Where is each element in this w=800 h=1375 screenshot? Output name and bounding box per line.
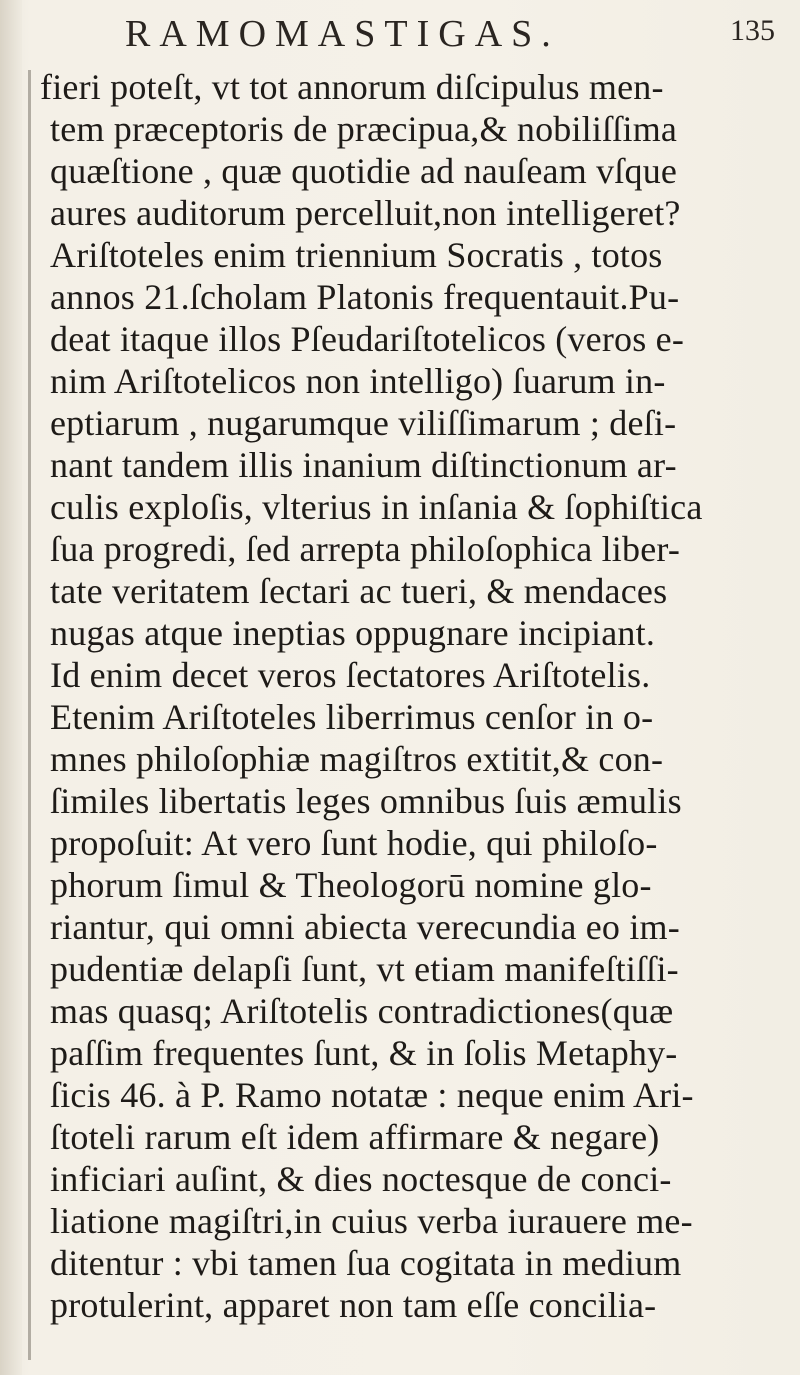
text-line: ditentur : vbi tamen ſua cogitata in medium [50, 1243, 682, 1283]
margin-rule [28, 70, 31, 1360]
text-line: phorum ſimul & Theologorū nomine glo- [50, 865, 652, 905]
text-line: ſicis 46. à P. Ramo notatæ : neque enim Ari- [50, 1075, 694, 1115]
text-line: tem præceptoris de præcipua,& nobiliſſima [50, 109, 678, 149]
text-line: eptiarum , nugarumque viliſſimarum ; deſi- [50, 403, 677, 443]
text-line: Etenim Ariſtoteles liberrimus cenſor in o- [50, 697, 654, 737]
text-line: nant tandem illis inanium diſtinctionum ar- [50, 445, 677, 485]
text-line: culis exploſis, vlterius in inſania & ſophiſtica [50, 487, 703, 527]
text-line: nim Ariſtotelicos non intelligo) ſuarum in- [50, 361, 666, 401]
text-line: fieri poteſt, vt tot annorum diſcipulus men- [40, 67, 664, 107]
text-line: inficiari auſint, & dies noctesque de conci- [50, 1159, 672, 1199]
text-line: deat itaque illos Pſeudariſtotelicos (veros e- [50, 319, 685, 359]
text-line: Id enim decet veros ſectatores Ariſtotelis. [50, 655, 651, 695]
text-line: mas quasq; Ariſtotelis contradictiones(quæ [50, 991, 674, 1031]
text-line: annos 21.ſcholam Platonis frequentauit.Pu- [50, 277, 680, 317]
text-line: ſua progredi, ſed arrepta philoſophica liber- [50, 529, 681, 569]
text-line: pudentiæ delapſi ſunt, vt etiam manifeſtiſſi- [50, 949, 679, 989]
text-line: mnes philoſophiæ magiſtros extitit,& con- [50, 739, 664, 779]
text-line: Ariſtoteles enim triennium Socratis , totos [50, 235, 663, 275]
text-line: ſtoteli rarum eſt idem affirmare & negare) [50, 1117, 660, 1157]
running-title: RAMOMASTIGAS. [125, 13, 560, 55]
text-line: riantur, qui omni abiecta verecundia eo im- [50, 907, 680, 947]
text-line: propoſuit: At vero ſunt hodie, qui philoſo- [50, 823, 658, 863]
page-header [125, 12, 785, 62]
text-line: ſimiles libertatis leges omnibus ſuis æmulis [50, 781, 682, 821]
page-number: 135 [730, 14, 775, 47]
text-line: nugas atque ineptias oppugnare incipiant. [50, 613, 656, 653]
text-line: paſſim frequentes ſunt, & in ſolis Metaphy- [50, 1033, 678, 1073]
text-line: tate veritatem ſectari ac tueri, & mendaces [50, 571, 668, 611]
text-line: aures auditorum percelluit,non intelligeret? [50, 193, 681, 233]
body-text [40, 66, 785, 1326]
page-gutter [0, 0, 22, 1375]
text-line: protulerint, apparet non tam eſſe concilia- [50, 1285, 657, 1325]
text-line: liatione magiſtri,in cuius verba iurauere me- [50, 1201, 693, 1241]
text-line: quæſtione , quæ quotidie ad nauſeam vſque [50, 151, 678, 191]
